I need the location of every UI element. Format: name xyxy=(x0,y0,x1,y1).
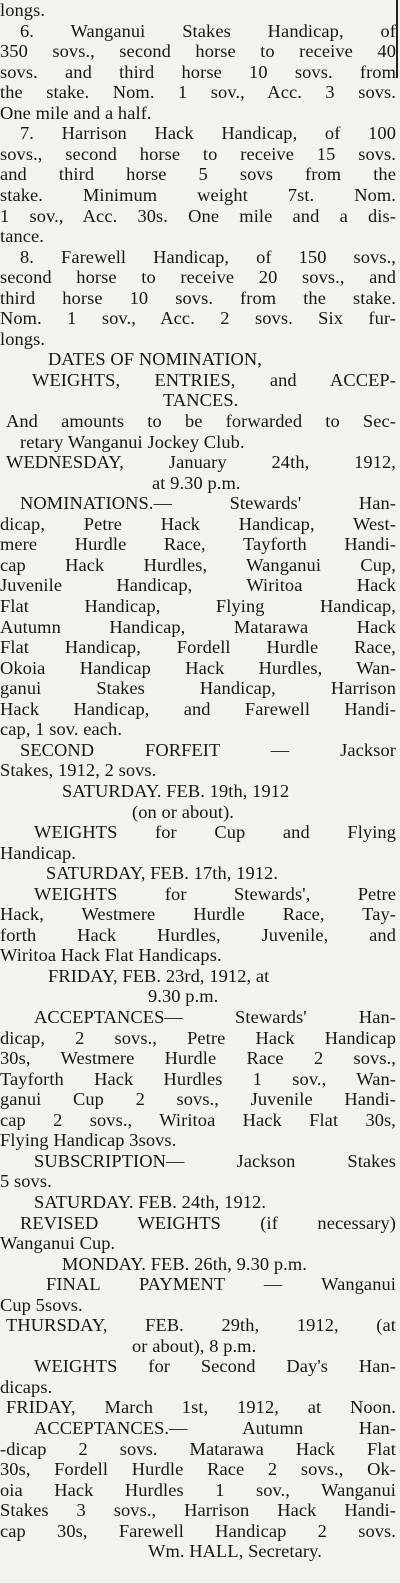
text-line: FRIDAY, FEB. 23rd, 1912, at xyxy=(48,965,270,986)
text-line: Flat Handicap, Flying Handicap, xyxy=(0,596,396,616)
text-line: the stake. Nom. 1 sov., Acc. 3 sovs. xyxy=(0,82,396,103)
text-line: Cup 5sovs. xyxy=(0,1294,83,1315)
text-line: Wanganui Cup. xyxy=(0,1233,116,1253)
text-line: Autumn Handicap, Matarawa Hack xyxy=(0,616,396,637)
text-line: Juvenile Handicap, Wiritoa Hack xyxy=(0,575,396,596)
text-line: dicap, Petre Hack Handicap, West- xyxy=(0,513,396,534)
text-line: at 9.30 p.m. xyxy=(152,472,241,493)
text-line: -dicap 2 sovs. Matarawa Hack Flat xyxy=(0,1438,396,1459)
text-line: 8. Farewell Handicap, of 150 sovs., xyxy=(20,246,396,267)
text-line: SECOND FORFEIT — Jacksor xyxy=(20,739,396,760)
text-line: TANCES. xyxy=(163,390,239,411)
text-line: SATURDAY, FEB. 17th, 1912. xyxy=(46,863,279,884)
text-line: Nom. 1 sov., Acc. 2 sovs. Six fur- xyxy=(0,308,396,329)
text-line: stake. Minimum weight 7st. Nom. xyxy=(0,185,396,205)
text-line: sovs., second horse to receive 15 sovs. xyxy=(0,143,396,164)
text-line: WEIGHTS for Stewards', Petre xyxy=(34,883,396,904)
text-line: oia Hack Hurdles 1 sov., Wanganui xyxy=(0,1479,396,1500)
text-line: Hack Handicap, and Farewell Handi- xyxy=(0,698,396,719)
text-line: Tayforth Hack Hurdles 1 sov., Wan- xyxy=(0,1068,396,1089)
text-line: retary Wanganui Jockey Club. xyxy=(20,431,245,452)
text-line: One mile and a half. xyxy=(0,102,152,123)
text-line: ACCEPTANCES— Stewards' Han- xyxy=(34,1007,396,1027)
text-line: SATURDAY. FEB. 24th, 1912. xyxy=(34,1191,267,1212)
text-line: And amounts to be forwarded to Sec- xyxy=(6,411,396,431)
text-line: 5 sovs. xyxy=(0,1171,52,1192)
text-line: WEIGHTS, ENTRIES, and ACCEP- xyxy=(32,369,396,390)
text-line: Flying Handicap 3sovs. xyxy=(0,1130,177,1151)
text-line: Stakes 3 sovs., Harrison Hack Handi- xyxy=(0,1500,396,1521)
text-line: Wm. HALL, Secretary. xyxy=(148,1541,322,1562)
text-line: ACCEPTANCES.— Autumn Han- xyxy=(34,1418,396,1438)
text-line: Stakes, 1912, 2 sovs. xyxy=(0,760,157,781)
text-line: mere Hurdle Race, Tayforth Handi- xyxy=(0,534,396,555)
text-line: tance. xyxy=(0,226,44,247)
text-line: Okoia Handicap Hack Hurdles, Wan- xyxy=(0,657,396,678)
text-line: or about), 8 p.m. xyxy=(132,1335,257,1356)
text-line: longs. xyxy=(0,0,46,20)
text-line: SUBSCRIPTION— Jackson Stakes xyxy=(34,1150,396,1171)
text-line: FINAL PAYMENT — Wanganui xyxy=(46,1274,396,1295)
text-line: ganui Cup 2 sovs., Juvenile Handi- xyxy=(0,1089,396,1110)
text-line: second horse to receive 20 sovs., and xyxy=(0,267,396,288)
text-line: 9.30 p.m. xyxy=(148,986,219,1007)
text-line: DATES OF NOMINATION, xyxy=(48,349,263,370)
text-line: sovs. and third horse 10 sovs. from xyxy=(0,61,396,82)
text-line: third horse 10 sovs. from the stake. xyxy=(0,287,396,308)
text-line: cap 2 sovs., Wiritoa Hack Flat 30s, xyxy=(0,1109,396,1130)
text-line: WEDNESDAY, January 24th, 1912, xyxy=(6,452,396,473)
text-line: Flat Handicap, Fordell Hurdle Race, xyxy=(0,637,396,658)
text-line: longs. xyxy=(0,328,46,349)
text-line: 30s, Westmere Hurdle Race 2 sovs., xyxy=(0,1048,396,1068)
text-line: 7. Harrison Hack Handicap, of 100 xyxy=(20,123,396,144)
text-line: 350 sovs., second horse to receive 40 xyxy=(0,41,396,62)
text-line: REVISED WEIGHTS (if necessary) xyxy=(20,1212,396,1233)
text-line: Handicap. xyxy=(0,842,76,863)
text-line: cap, 1 sov. each. xyxy=(0,719,123,740)
text-line: WEIGHTS for Cup and Flying xyxy=(34,822,396,842)
text-line: NOMINATIONS.— Stewards' Han- xyxy=(20,493,396,514)
text-line: cap 30s, Farewell Handicap 2 sovs. xyxy=(0,1520,396,1541)
text-line: and third horse 5 sovs from the xyxy=(0,164,396,185)
text-line: SATURDAY. FEB. 19th, 1912 xyxy=(62,780,290,801)
text-line: Hack, Westmere Hurdle Race, Tay- xyxy=(0,904,396,925)
text-line: dicap, 2 sovs., Petre Hack Handicap xyxy=(0,1027,396,1048)
text-line: (on or about). xyxy=(132,801,235,822)
text-line: Wiritoa Hack Flat Handicaps. xyxy=(0,945,222,966)
text-line: FRIDAY, March 1st, 1912, at Noon. xyxy=(6,1397,396,1418)
text-line: 1 sov., Acc. 30s. One mile and a dis- xyxy=(0,205,396,226)
text-line: THURSDAY, FEB. 29th, 1912, (at xyxy=(6,1315,396,1336)
text-line: 6. Wanganui Stakes Handicap, of xyxy=(20,20,396,41)
text-line: cap Hack Hurdles, Wanganui Cup, xyxy=(0,554,396,575)
text-line: forth Hack Hurdles, Juvenile, and xyxy=(0,924,396,945)
text-line: WEIGHTS for Second Day's Han- xyxy=(34,1356,396,1377)
text-line: dicaps. xyxy=(0,1376,53,1397)
text-line: 30s, Fordell Hurdle Race 2 sovs., Ok- xyxy=(0,1459,396,1479)
text-line: ganui Stakes Handicap, Harrison xyxy=(0,678,396,699)
text-line: MONDAY. FEB. 26th, 9.30 p.m. xyxy=(62,1253,307,1274)
